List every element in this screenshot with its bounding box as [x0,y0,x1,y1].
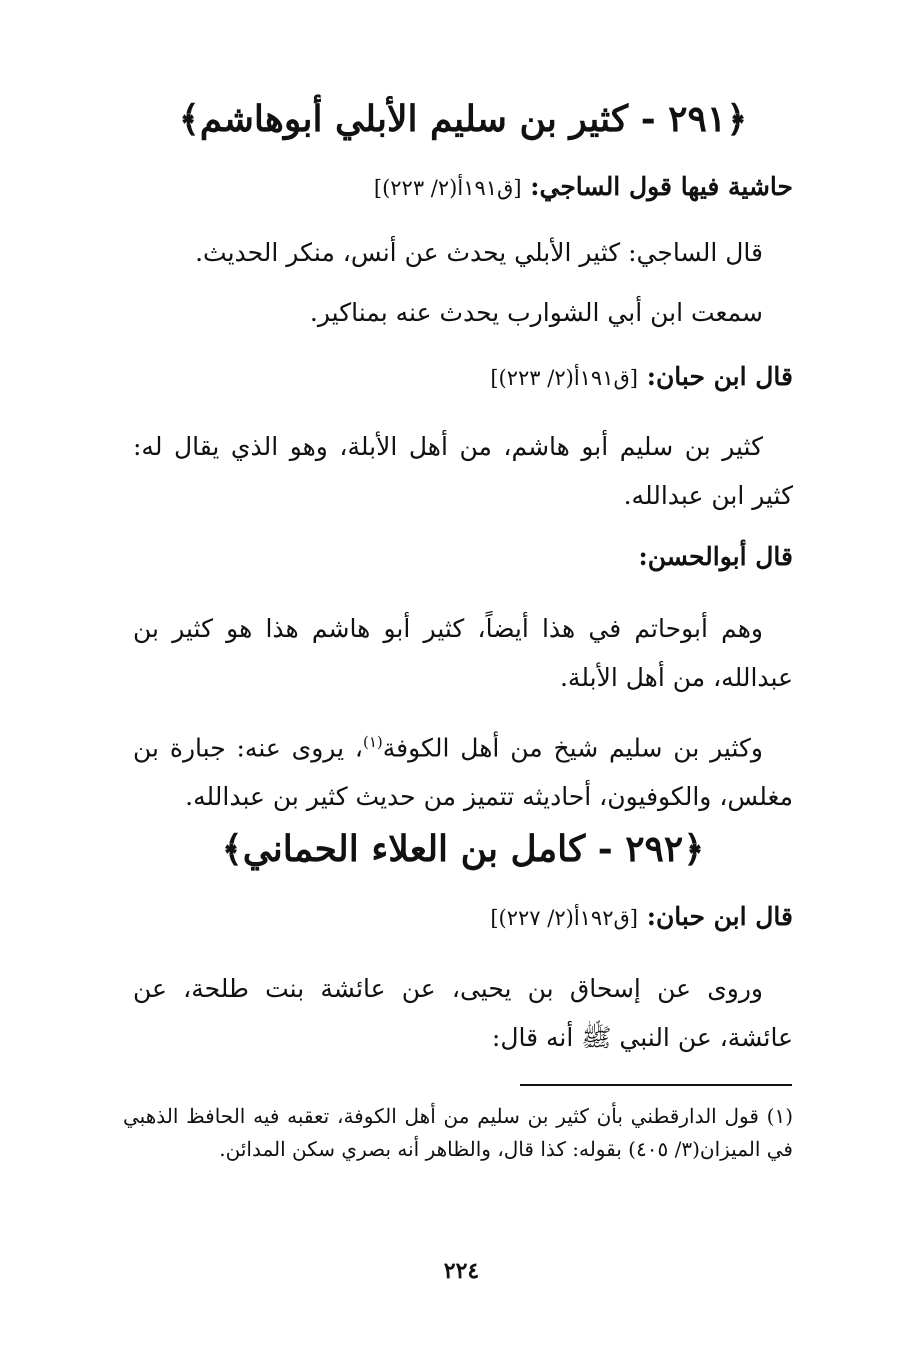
page-number: ٢٢٤ [443,1258,480,1284]
ibn-hibban-paragraph-292: وروى عن إسحاق بن يحيى، عن عائشة بنت طلحة، عن عائشة، عن النبي ﷺ أنه قال: [133,974,793,1052]
paragraph-text-after-note: ، يروى عنه: جبارة بن مغلس، والكوفيون، أحاديثه تتميز من حديث كثير بن عبدالله. [133,733,793,812]
abul-hasan-paragraph-2 [133,718,793,821]
entry-292-heading: ﴿٢٩٢ - كامل بن العلاء الحماني﴾ [221,828,705,870]
ibn-hibban-label: قال ابن حبان: [646,902,793,931]
hashiya-label: حاشية فيها قول الساجي: [530,172,793,201]
saji-paragraph-1: قال الساجي: كثير الأبلي يحدث عن أنس، منكر الحديث. [195,238,763,267]
ibn-hibban-paragraph-291: كثير بن سليم أبو هاشم، من أهل الأبلة، وهو الذي يقال له: كثير ابن عبدالله. [133,432,793,510]
hashiya-subheading [133,172,793,201]
hashiya-reference: [ق١٩١أ(٢/ ٢٢٣)] [373,176,522,200]
footnote-separator [520,1084,792,1086]
footnote-1: (١) قول الدارقطني بأن كثير بن سليم من أهل الكوفة، تعقبه فيه الحافظ الذهبي في الميزان(٣/ ٤٠٥) بقوله: كذا قال، والظاهر أنه بصري سكن المدائن. [123,1104,793,1161]
paragraph-text-before-note: وكثير بن سليم شيخ من أهل الكوفة [382,733,763,763]
ibn-hibban-subheading-292 [133,902,793,931]
footnote-marker: (١) [363,733,383,751]
saji-paragraph-2: سمعت ابن أبي الشوارب يحدث عنه بمناكير. [309,298,763,327]
ibn-hibban-label: قال ابن حبان: [646,362,793,391]
entry-291-heading: ﴿٢٩١ - كثير بن سليم الأبلي أبوهاشم﴾ [178,98,748,140]
ibn-hibban-subheading-291 [133,362,793,391]
abul-hasan-subheading: قال أبوالحسن: [638,542,793,571]
ibn-hibban-reference: [ق١٩١أ(٢/ ٢٢٣)] [490,366,638,390]
ibn-hibban-reference: [ق١٩٢أ(٢/ ٢٢٧)] [490,906,638,930]
abul-hasan-paragraph-1: وهم أبوحاتم في هذا أيضاً، كثير أبو هاشم هذا هو كثير بن عبدالله، من أهل الأبلة. [133,614,793,692]
